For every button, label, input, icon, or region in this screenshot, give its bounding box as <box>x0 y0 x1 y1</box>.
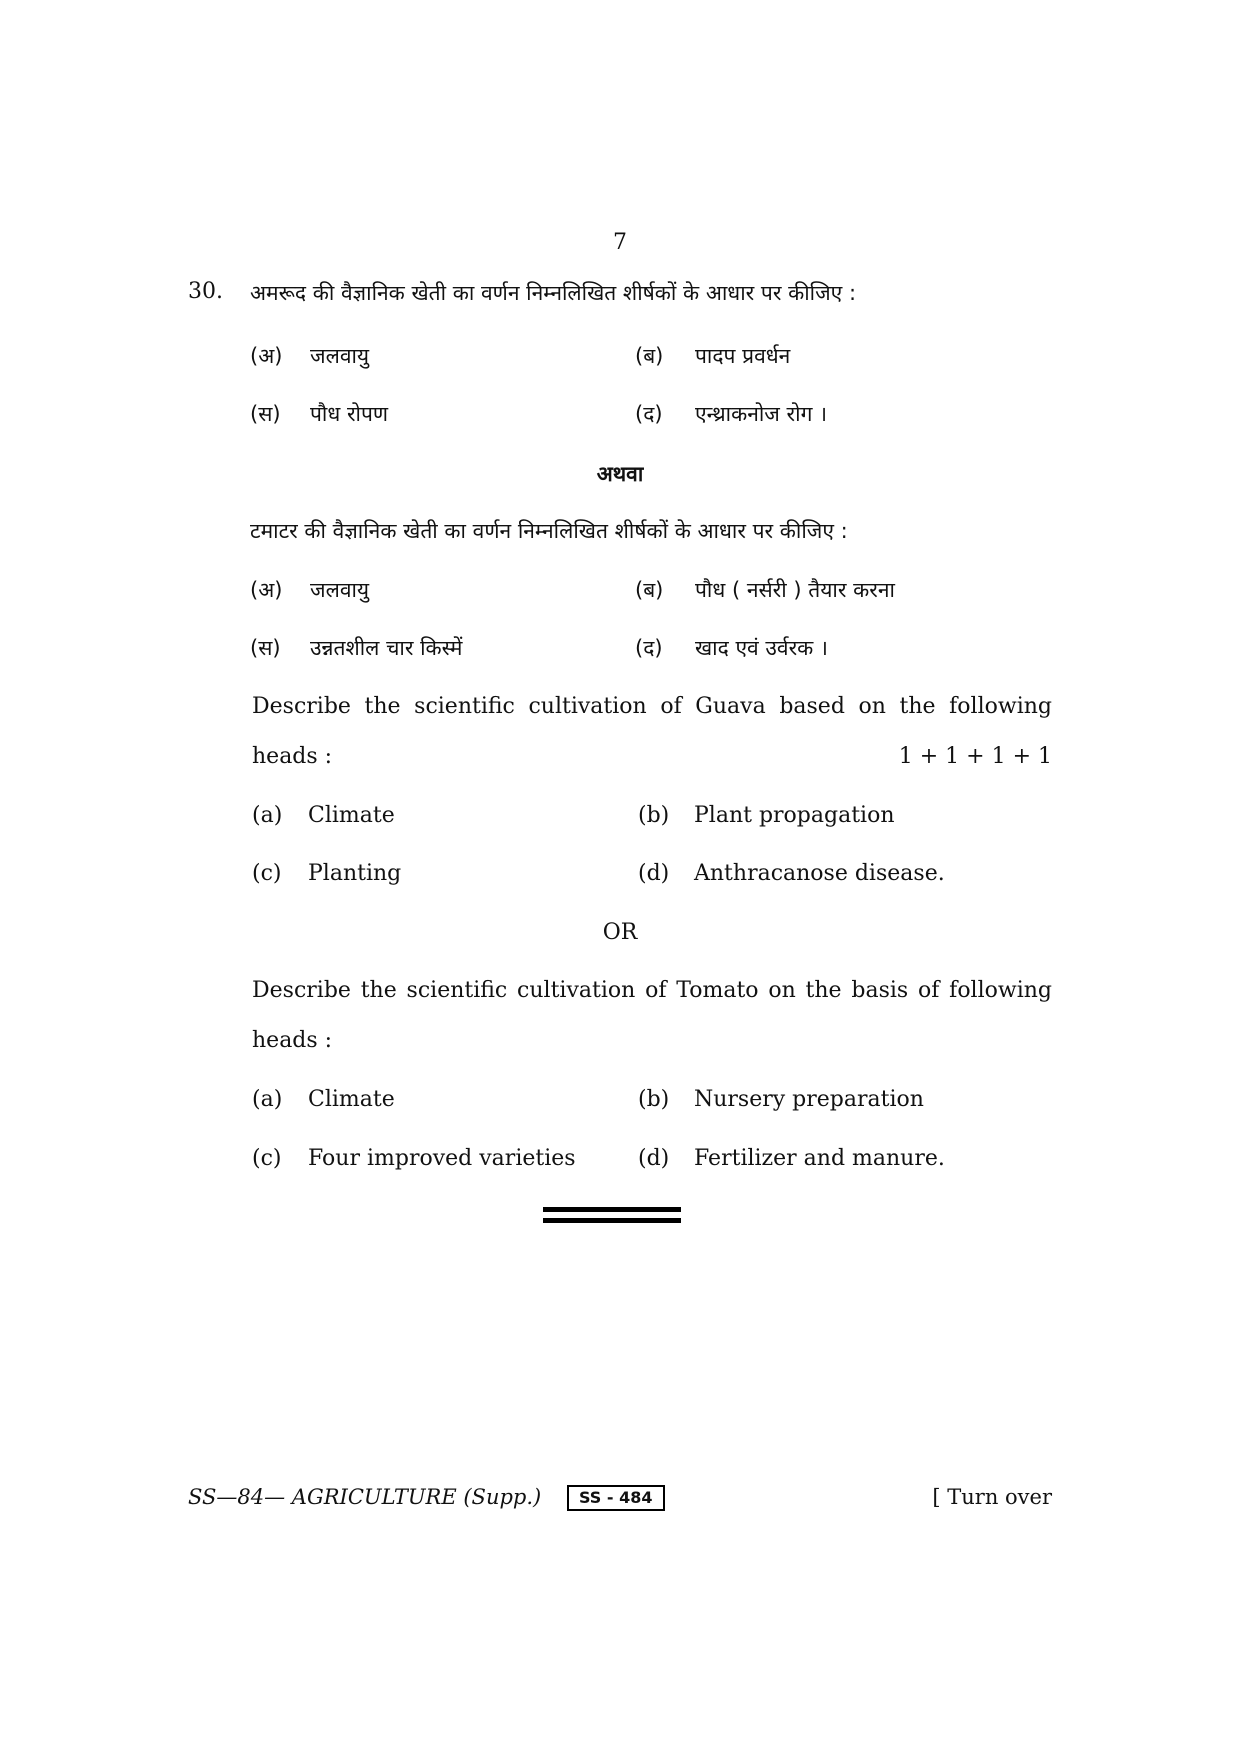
hindi-q1-option-b <box>635 342 790 370</box>
option-label: (a) <box>252 1087 283 1112</box>
footer-subject: SS—84— AGRICULTURE (Supp.) <box>188 1485 542 1509</box>
option-text: Climate <box>308 1087 395 1112</box>
option-label: (अ) <box>250 344 283 368</box>
option-label: (a) <box>252 803 283 828</box>
option-label: (b) <box>638 803 670 828</box>
option-text: Plant propagation <box>694 803 895 828</box>
option-label: (द) <box>635 636 663 660</box>
marks-allocation: 1 + 1 + 1 + 1 <box>898 744 1052 769</box>
option-text: उन्नतशील चार किस्में <box>310 636 463 660</box>
option-label: (c) <box>252 861 282 886</box>
end-rule-top <box>543 1207 681 1212</box>
hindi-question-2-intro: टमाटर की वैज्ञानिक खेती का वर्णन निम्नलिखित शीर्षकों के आधार पर कीजिए : <box>250 519 848 543</box>
option-text: Anthracanose disease. <box>694 861 945 886</box>
option-label: (ब) <box>635 578 664 602</box>
option-text: पौध रोपण <box>310 402 389 426</box>
option-label: (स) <box>250 402 281 426</box>
option-text: पादप प्रवर्धन <box>695 344 791 368</box>
english-question-2-line-2: heads : <box>252 1028 333 1053</box>
english-q2-option-a <box>252 1087 395 1112</box>
option-text: Nursery preparation <box>694 1087 924 1112</box>
option-text: खाद एवं उर्वरक । <box>695 636 828 660</box>
option-label: (d) <box>638 861 670 886</box>
english-q1-option-a <box>252 803 395 828</box>
option-text: जलवायु <box>310 344 370 368</box>
hindi-q1-option-a <box>250 342 369 370</box>
option-text: Fertilizer and manure. <box>694 1146 945 1171</box>
option-label: (d) <box>638 1146 670 1171</box>
english-q1-option-b <box>638 803 895 828</box>
english-question-1-line-2: heads : <box>252 744 333 769</box>
option-label: (b) <box>638 1087 670 1112</box>
end-rule-bottom <box>543 1218 681 1223</box>
english-or-divider: OR <box>602 920 638 945</box>
option-label: (ब) <box>635 344 664 368</box>
hindi-or-divider: अथवा <box>596 462 644 486</box>
hindi-question-1-intro: अमरूद की वैज्ञानिक खेती का वर्णन निम्नलिखित शीर्षकों के आधार पर कीजिए : <box>250 281 857 305</box>
turn-over-note: [ Turn over <box>932 1485 1052 1509</box>
english-question-1-line-1: Describe the scientific cultivation of Guava based on the following <box>252 694 1052 719</box>
option-text: Planting <box>308 861 402 886</box>
hindi-q2-option-a <box>250 576 369 604</box>
option-text: पौध ( नर्सरी ) तैयार करना <box>695 578 895 602</box>
hindi-q2-option-d <box>635 634 828 662</box>
option-text: एन्थ्राकनोज रोग । <box>695 402 828 426</box>
english-q2-option-d <box>638 1146 945 1171</box>
page-number: 7 <box>613 230 627 255</box>
paper-code-box: SS - 484 <box>567 1485 665 1511</box>
english-question-2-line-1: Describe the scientific cultivation of Tomato on the basis of following <box>252 978 1052 1003</box>
option-label: (c) <box>252 1146 282 1171</box>
option-label: (स) <box>250 636 281 660</box>
option-text: जलवायु <box>310 578 370 602</box>
hindi-q1-option-d <box>635 400 827 428</box>
question-number: 30. <box>188 279 223 304</box>
hindi-q2-option-b <box>635 576 895 604</box>
english-q1-option-c <box>252 861 401 886</box>
hindi-q2-option-c <box>250 634 462 662</box>
english-q2-option-b <box>638 1087 924 1112</box>
option-text: Climate <box>308 803 395 828</box>
option-label: (अ) <box>250 578 283 602</box>
option-label: (द) <box>635 402 663 426</box>
english-q2-option-c <box>252 1146 576 1171</box>
option-text: Four improved varieties <box>308 1146 576 1171</box>
english-q1-option-d <box>638 861 945 886</box>
hindi-q1-option-c <box>250 400 388 428</box>
